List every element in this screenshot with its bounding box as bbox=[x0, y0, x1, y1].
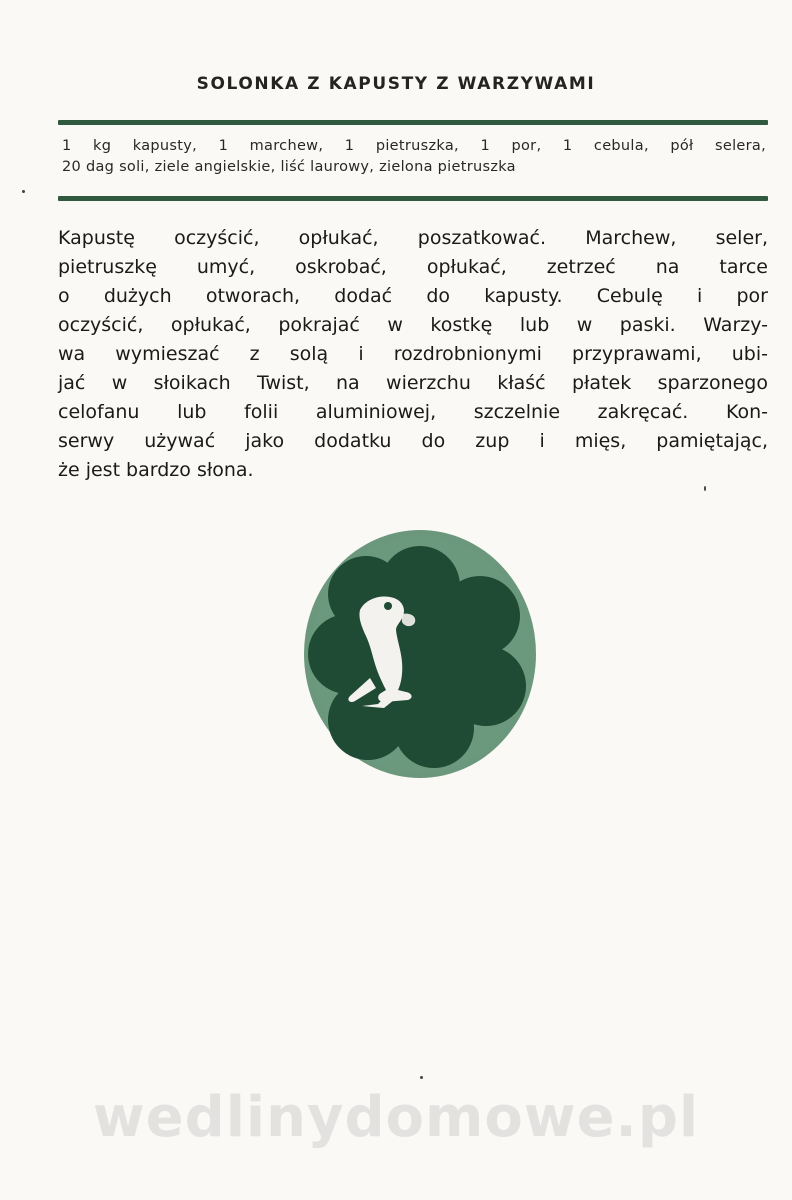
ingredients-line: 1 kg kapusty, 1 marchew, 1 pietruszka, 1 por, 1 cebula, pół selera, bbox=[62, 138, 766, 154]
frog-eye bbox=[384, 602, 392, 610]
method-line: że jest bardzo słona. bbox=[58, 459, 254, 481]
print-speck bbox=[704, 486, 706, 491]
method-line: Kapustę oczyścić, opłukać, poszatkować. Marchew, seler, bbox=[58, 227, 768, 249]
recipe-title: SOLONKA Z KAPUSTY Z WARZYWAMI bbox=[196, 74, 596, 94]
frog-emblem-icon bbox=[302, 528, 538, 780]
method-line: wa wymieszać z solą i rozdrobnionymi przyprawami, ubi- bbox=[58, 343, 768, 365]
ingredients-line: 20 dag soli, ziele angielskie, liść laurowy, zielona pietruszka bbox=[62, 159, 516, 175]
method-line: jać w słoikach Twist, na wierzchu kłaść płatek sparzonego bbox=[58, 372, 768, 394]
method-line: o dużych otworach, dodać do kapusty. Cebulę i por bbox=[58, 285, 768, 307]
bottom-divider bbox=[58, 196, 768, 201]
top-divider bbox=[58, 120, 768, 125]
method-line: serwy używać jako dodatku do zup i mięs, pamiętając, bbox=[58, 430, 768, 452]
ingredients-list bbox=[62, 136, 766, 178]
method-line: pietruszkę umyć, oskrobać, opłukać, zetrzeć na tarce bbox=[58, 256, 768, 278]
method-line: oczyścić, opłukać, pokrajać w kostkę lub w paski. Warzy- bbox=[58, 314, 768, 336]
recipe-method bbox=[58, 224, 768, 485]
method-line: celofanu lub folii aluminiowej, szczelnie zakręcać. Kon- bbox=[58, 401, 768, 423]
watermark: wedlinydomowe.pl bbox=[92, 1085, 700, 1150]
print-speck bbox=[22, 190, 25, 193]
print-speck bbox=[420, 1076, 423, 1079]
